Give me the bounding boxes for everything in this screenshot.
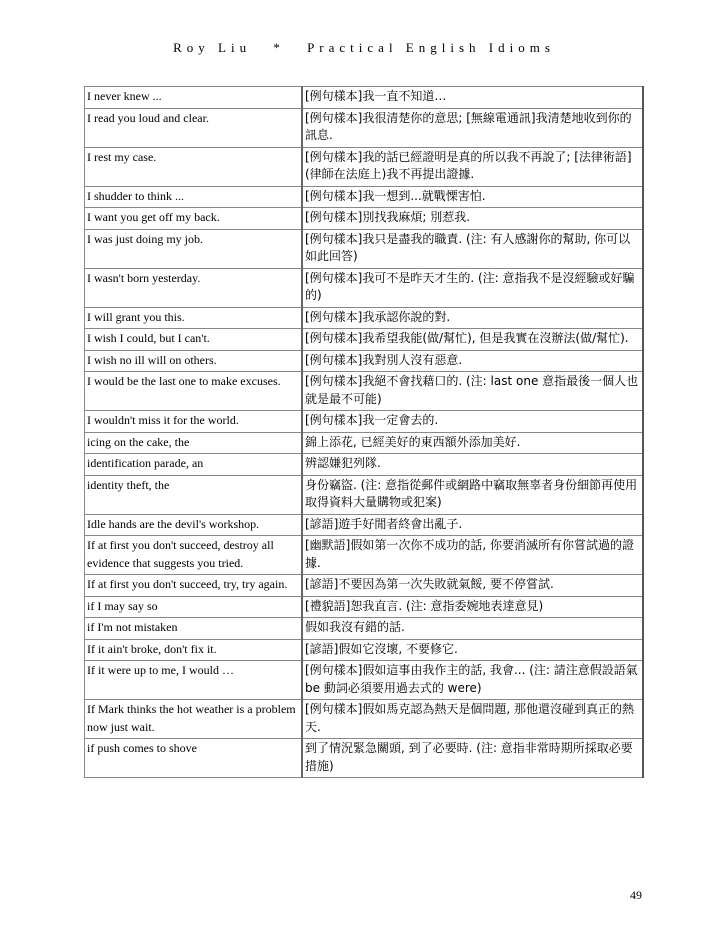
table-row xyxy=(85,700,644,739)
idiom-english: I never knew ... xyxy=(85,87,303,109)
table-row xyxy=(85,87,644,109)
idiom-chinese: [例句樣本]我的話已經證明是真的所以我不再說了; [法律術語](律師在法庭上)我不再提出證據. xyxy=(302,147,643,186)
table-row xyxy=(85,639,644,661)
table-row xyxy=(85,186,644,208)
idiom-english: I wish no ill will on others. xyxy=(85,350,303,372)
idiom-chinese: [例句樣本]我可不是昨天才生的. (注: 意指我不是沒經驗或好騙的) xyxy=(302,268,643,307)
table-row xyxy=(85,229,644,268)
table-row xyxy=(85,618,644,640)
idiom-english: I read you loud and clear. xyxy=(85,108,303,147)
idiom-english: Idle hands are the devil's workshop. xyxy=(85,514,303,536)
idiom-english: I was just doing my job. xyxy=(85,229,303,268)
table-row xyxy=(85,329,644,351)
idiom-chinese: [例句樣本]我一想到...就戰慄害怕. xyxy=(302,186,643,208)
idiom-chinese: [禮貌語]恕我直言. (注: 意指委婉地表達意見) xyxy=(302,596,643,618)
idiom-english: If it ain't broke, don't fix it. xyxy=(85,639,303,661)
idiom-english: I want you get off my back. xyxy=(85,208,303,230)
table-row xyxy=(85,307,644,329)
idiom-chinese: [例句樣本]我一定會去的. xyxy=(302,411,643,433)
idiom-chinese: [例句樣本]我只是盡我的職責. (注: 有人感謝你的幫助, 你可以如此回答) xyxy=(302,229,643,268)
idiom-english: identity theft, the xyxy=(85,475,303,514)
table-row xyxy=(85,108,644,147)
idiom-english: I would be the last one to make excuses. xyxy=(85,372,303,411)
idiom-english: I will grant you this. xyxy=(85,307,303,329)
header-title: Practical English Idioms xyxy=(307,40,555,55)
idiom-chinese: [例句樣本]我對別人沒有惡意. xyxy=(302,350,643,372)
table-row xyxy=(85,372,644,411)
idiom-english: I wish I could, but I can't. xyxy=(85,329,303,351)
idiom-english: identification parade, an xyxy=(85,454,303,476)
header-separator: * xyxy=(273,40,285,55)
idiom-english: I shudder to think ... xyxy=(85,186,303,208)
idiom-english: If Mark thinks the hot weather is a problem now just wait. xyxy=(85,700,303,739)
idiom-chinese: [例句樣本]假如馬克認為熱天是個問題, 那他還沒碰到真正的熱天. xyxy=(302,700,643,739)
table-row xyxy=(85,596,644,618)
idiom-chinese: [例句樣本]我希望我能(做/幫忙), 但是我實在沒辦法(做/幫忙). xyxy=(302,329,643,351)
idiom-chinese: 到了情況緊急關頭, 到了必要時. (注: 意指非常時期所採取必要措施) xyxy=(302,739,643,778)
idiom-chinese: [例句樣本]我承認你說的對. xyxy=(302,307,643,329)
idiom-chinese: 錦上添花, 已經美好的東西額外添加美好. xyxy=(302,432,643,454)
idiom-chinese: [諺語]假如它沒壞, 不要修它. xyxy=(302,639,643,661)
idiom-chinese: 假如我沒有錯的話. xyxy=(302,618,643,640)
table-row xyxy=(85,350,644,372)
table-row xyxy=(85,432,644,454)
idiom-chinese: [幽默語]假如第一次你不成功的話, 你要消滅所有你嘗試過的證據. xyxy=(302,536,643,575)
idiom-table-body xyxy=(85,87,644,778)
table-row xyxy=(85,514,644,536)
idiom-chinese: [諺語]不要因為第一次失敗就氣餒, 要不停嘗試. xyxy=(302,575,643,597)
table-row xyxy=(85,454,644,476)
idiom-chinese: [例句樣本]假如這事由我作主的話, 我會... (注: 請注意假設語氣 be 動詞必須要用過去式的 were) xyxy=(302,661,643,700)
idiom-english: if push comes to shove xyxy=(85,739,303,778)
idiom-chinese: 身份竊盜. (注: 意指從郵件或網路中竊取無辜者身份細節再使用取得資料大量購物或犯案) xyxy=(302,475,643,514)
table-row xyxy=(85,536,644,575)
idiom-chinese: [例句樣本]我絕不會找藉口的. (注: last one 意指最後一個人也就是最不可能) xyxy=(302,372,643,411)
idiom-chinese: [例句樣本]別找我麻煩; 別惹我. xyxy=(302,208,643,230)
idiom-chinese: [例句樣本]我很清楚你的意思; [無線電通訊]我清楚地收到你的訊息. xyxy=(302,108,643,147)
idiom-english: if I may say so xyxy=(85,596,303,618)
table-row xyxy=(85,475,644,514)
table-row xyxy=(85,739,644,778)
idiom-english: If at first you don't succeed, try, try again. xyxy=(85,575,303,597)
table-row xyxy=(85,661,644,700)
page-number: 49 xyxy=(630,888,642,902)
idiom-chinese: [例句樣本]我一直不知道… xyxy=(302,87,643,109)
idiom-english: I wasn't born yesterday. xyxy=(85,268,303,307)
idiom-english: If it were up to me, I would … xyxy=(85,661,303,700)
idiom-english: I wouldn't miss it for the world. xyxy=(85,411,303,433)
table-row xyxy=(85,268,644,307)
idiom-chinese: [諺語]遊手好閒者終會出亂子. xyxy=(302,514,643,536)
idiom-chinese: 辨認嫌犯列隊. xyxy=(302,454,643,476)
idiom-table xyxy=(84,86,644,778)
table-row xyxy=(85,575,644,597)
idiom-english: I rest my case. xyxy=(85,147,303,186)
table-row xyxy=(85,147,644,186)
idiom-english: icing on the cake, the xyxy=(85,432,303,454)
idiom-english: if I'm not mistaken xyxy=(85,618,303,640)
table-row xyxy=(85,411,644,433)
header-author: Roy Liu xyxy=(173,40,252,55)
page-header xyxy=(0,40,728,56)
idiom-english: If at first you don't succeed, destroy all evidence that suggests you tried. xyxy=(85,536,303,575)
table-row xyxy=(85,208,644,230)
